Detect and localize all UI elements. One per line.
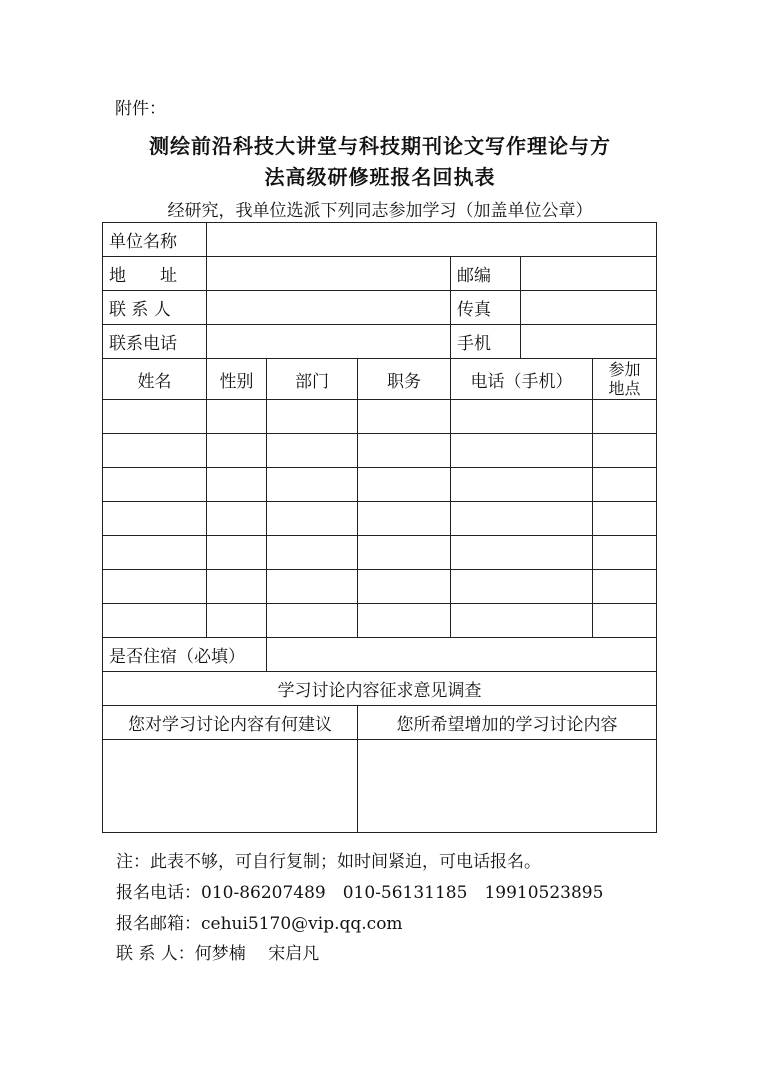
- phone-cell[interactable]: [451, 468, 593, 502]
- position-cell[interactable]: [358, 400, 451, 434]
- name-cell[interactable]: [103, 434, 207, 468]
- department-cell[interactable]: [267, 604, 358, 638]
- phone-cell[interactable]: [451, 400, 593, 434]
- table-row: [103, 570, 657, 604]
- department-cell[interactable]: [267, 536, 358, 570]
- phone-cell[interactable]: [451, 570, 593, 604]
- col-header-location-line2: 地点: [608, 379, 641, 398]
- name-cell[interactable]: [103, 400, 207, 434]
- location-cell[interactable]: [593, 570, 657, 604]
- survey-question-suggestions: 您对学习讨论内容有何建议: [103, 706, 358, 740]
- col-header-gender: 性别: [207, 359, 267, 400]
- location-cell[interactable]: [593, 434, 657, 468]
- name-cell[interactable]: [103, 502, 207, 536]
- location-cell[interactable]: [593, 468, 657, 502]
- gender-cell[interactable]: [207, 536, 267, 570]
- intro-text: 经研究，我单位选派下列同志参加学习（加盖单位公章）: [167, 201, 593, 221]
- position-cell[interactable]: [358, 570, 451, 604]
- page-title-line2: 法高级研修班报名回执表: [264, 165, 496, 189]
- mobile-field[interactable]: [521, 325, 657, 359]
- department-cell[interactable]: [267, 434, 358, 468]
- table-row: [103, 468, 657, 502]
- gender-cell[interactable]: [207, 468, 267, 502]
- table-row: [103, 400, 657, 434]
- phone-field[interactable]: [207, 325, 451, 359]
- table-row: [103, 502, 657, 536]
- phone-cell[interactable]: [451, 604, 593, 638]
- address-label: 地 址: [103, 257, 207, 291]
- table-row: [103, 434, 657, 468]
- gender-cell[interactable]: [207, 400, 267, 434]
- contact-label: 联 系 人: [103, 291, 207, 325]
- phone-cell[interactable]: [451, 434, 593, 468]
- survey-question-additions: 您所希望增加的学习讨论内容: [358, 706, 657, 740]
- survey-title: 学习讨论内容征求意见调查: [103, 672, 657, 706]
- mobile-label: 手机: [451, 325, 521, 359]
- phone-cell[interactable]: [451, 536, 593, 570]
- col-header-phone: 电话（手机）: [451, 359, 593, 400]
- location-cell[interactable]: [593, 604, 657, 638]
- department-cell[interactable]: [267, 468, 358, 502]
- col-header-location: [593, 359, 657, 400]
- col-header-location-line1: 参加: [608, 360, 641, 379]
- gender-cell[interactable]: [207, 434, 267, 468]
- name-cell[interactable]: [103, 604, 207, 638]
- postcode-field[interactable]: [521, 257, 657, 291]
- position-cell[interactable]: [358, 604, 451, 638]
- unit-name-label: 单位名称: [103, 223, 207, 257]
- name-cell[interactable]: [103, 536, 207, 570]
- accommodation-field[interactable]: [267, 638, 657, 672]
- address-field[interactable]: [207, 257, 451, 291]
- col-header-name: 姓名: [103, 359, 207, 400]
- position-cell[interactable]: [358, 434, 451, 468]
- fax-field[interactable]: [521, 291, 657, 325]
- position-cell[interactable]: [358, 502, 451, 536]
- suggestions-field[interactable]: [103, 740, 358, 833]
- registration-phone: 报名电话：010-86207489 010-56131185 19910523895: [116, 883, 604, 903]
- postcode-label: 邮编: [451, 257, 521, 291]
- contact-field[interactable]: [207, 291, 451, 325]
- gender-cell[interactable]: [207, 570, 267, 604]
- position-cell[interactable]: [358, 536, 451, 570]
- registration-form-table: [102, 222, 657, 833]
- col-header-department: 部门: [267, 359, 358, 400]
- contact-persons: 联 系 人：何梦楠 宋启凡: [116, 944, 320, 964]
- name-cell[interactable]: [103, 570, 207, 604]
- registration-email: 报名邮箱：cehui5170@vip.qq.com: [116, 914, 403, 934]
- location-cell[interactable]: [593, 400, 657, 434]
- location-cell[interactable]: [593, 502, 657, 536]
- unit-name-field[interactable]: [207, 223, 657, 257]
- phone-cell[interactable]: [451, 502, 593, 536]
- gender-cell[interactable]: [207, 502, 267, 536]
- department-cell[interactable]: [267, 400, 358, 434]
- phone-label: 联系电话: [103, 325, 207, 359]
- table-row: [103, 604, 657, 638]
- additions-field[interactable]: [358, 740, 657, 833]
- position-cell[interactable]: [358, 468, 451, 502]
- location-cell[interactable]: [593, 536, 657, 570]
- page-title-line1: 测绘前沿科技大讲堂与科技期刊论文写作理论与方: [149, 134, 611, 158]
- note-text: 注：此表不够，可自行复制；如时间紧迫，可电话报名。: [116, 852, 541, 872]
- department-cell[interactable]: [267, 502, 358, 536]
- name-cell[interactable]: [103, 468, 207, 502]
- gender-cell[interactable]: [207, 604, 267, 638]
- department-cell[interactable]: [267, 570, 358, 604]
- table-row: [103, 536, 657, 570]
- attachment-label: 附件：: [115, 99, 166, 119]
- fax-label: 传真: [451, 291, 521, 325]
- col-header-position: 职务: [358, 359, 451, 400]
- accommodation-label: 是否住宿（必填）: [103, 638, 267, 672]
